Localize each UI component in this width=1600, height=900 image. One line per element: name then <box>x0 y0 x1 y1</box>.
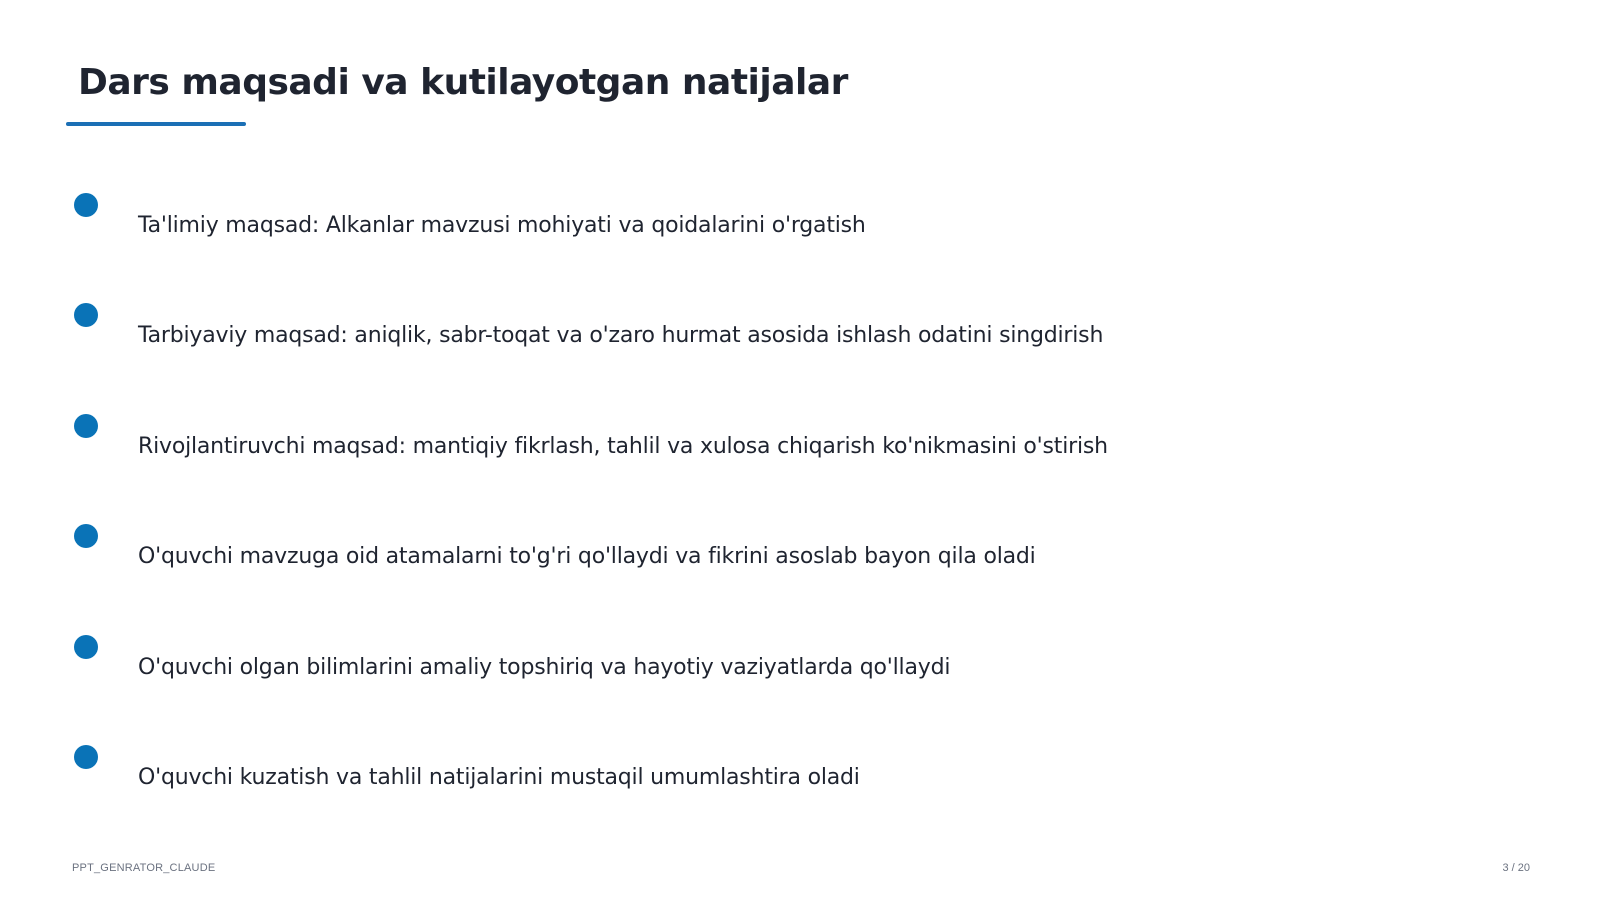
bullet-text: Rivojlantiruvchi maqsad: mantiqiy fikrlash, tahlil va xulosa chiqarish ko'nikmasini o'stirish <box>138 434 1108 459</box>
bullet-text: O'quvchi mavzuga oid atamalarni to'g'ri qo'llaydi va fikrini asoslab bayon qila oladi <box>138 544 1036 569</box>
list-item <box>0 303 1400 363</box>
bullet-dot-icon <box>74 193 98 217</box>
list-item <box>0 414 1400 474</box>
list-item <box>0 635 1400 695</box>
bullet-dot-icon <box>74 745 98 769</box>
page-number: 3 / 20 <box>1502 862 1530 874</box>
bullet-text: Tarbiyaviy maqsad: aniqlik, sabr-toqat va o'zaro hurmat asosida ishlash odatini singdirish <box>138 323 1104 348</box>
list-item <box>0 524 1400 584</box>
title-underline <box>66 122 246 126</box>
footer-generator-label: PPT_GENRATOR_CLAUDE <box>72 862 216 874</box>
bullet-text: Ta'limiy maqsad: Alkanlar mavzusi mohiyati va qoidalarini o'rgatish <box>138 213 866 238</box>
bullet-text: O'quvchi olgan bilimlarini amaliy topshiriq va hayotiy vaziyatlarda qo'llaydi <box>138 655 951 680</box>
list-item <box>0 193 1400 253</box>
bullet-dot-icon <box>74 414 98 438</box>
bullet-dot-icon <box>74 635 98 659</box>
bullet-dot-icon <box>74 303 98 327</box>
bullet-text: O'quvchi kuzatish va tahlil natijalarini mustaqil umumlashtira oladi <box>138 765 860 790</box>
slide-title: Dars maqsadi va kutilayotgan natijalar <box>78 62 848 103</box>
bullet-dot-icon <box>74 524 98 548</box>
list-item <box>0 745 1400 805</box>
